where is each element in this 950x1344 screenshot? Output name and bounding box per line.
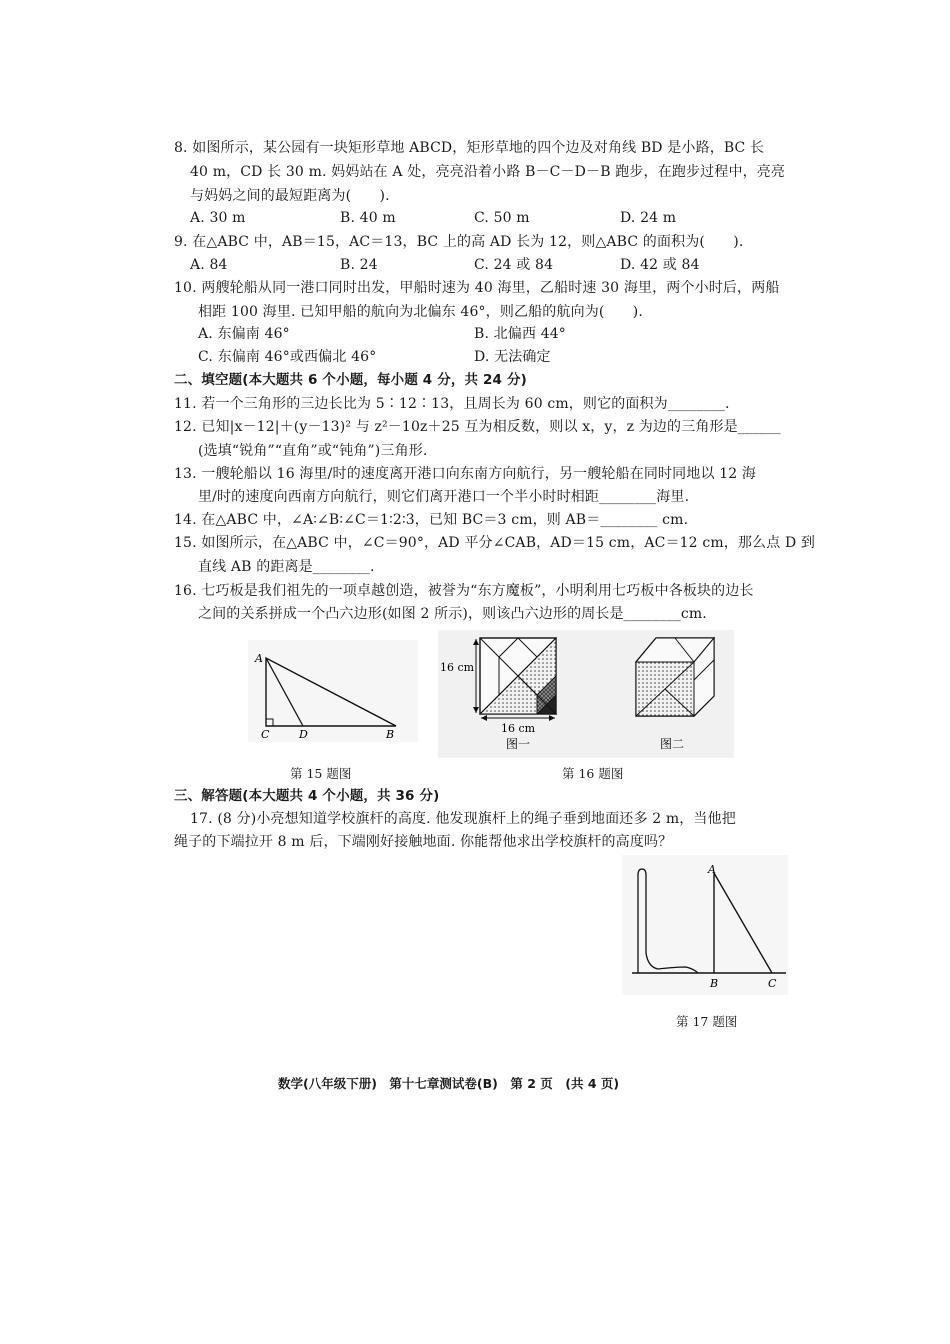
figure-17-caption: 第 17 题图 (676, 1014, 738, 1029)
fig16-label-1: 图一 (506, 737, 531, 751)
tangram-hexagon (636, 638, 714, 716)
q13-line2: 里/时的速度向西南方向航行，则它们离开港口一个半小时时相距________海里. (198, 489, 690, 505)
q9-option-c: C. 24 或 84 (474, 257, 554, 273)
q11-line: 11. 若一个三角形的三边长比为 5∶12∶13，且周长为 60 cm，则它的面积为________. (174, 396, 730, 412)
figure-16 (438, 630, 734, 758)
fig17-label-b: B (710, 977, 719, 990)
q9-option-d: D. 42 或 84 (620, 257, 700, 273)
q9-option-a: A. 84 (190, 257, 228, 273)
fig15-label-c: C (261, 728, 270, 741)
fig17-label-c: C (768, 977, 777, 990)
q10-option-c: C. 东偏南 46°或西偏北 46° (198, 349, 377, 365)
q12-line1: 12. 已知|x－12|＋(y－13)² 与 z²－10z＋25 互为相反数，则以 x，y，z 为边的三角形是______ (174, 419, 781, 435)
q17-line1: 17. (8 分)小亮想知道学校旗杆的高度. 他发现旗杆上的绳子垂到地面还多 2 m，当他把 (190, 811, 736, 827)
tangram-square (480, 638, 556, 714)
q10-line1: 10. 两艘轮船从同一港口同时出发，甲船时速为 40 海里，乙船时速 30 海里，两个小时后，两船 (174, 280, 780, 296)
q10-line2: 相距 100 海里. 已知甲船的航向为北偏东 46°，则乙船的航向为( ). (198, 304, 644, 320)
q8-option-b: B. 40 m (340, 210, 396, 226)
q10-option-d: D. 无法确定 (474, 349, 551, 365)
fig16-dim-horizontal: 16 cm (501, 722, 536, 735)
q8-option-a: A. 30 m (190, 210, 246, 226)
fig16-label-2: 图二 (660, 737, 685, 751)
fig15-label-a: A (255, 652, 263, 665)
q10-option-a: A. 东偏南 46° (198, 326, 290, 342)
q16-line2: 之间的关系拼成一个凸六边形(如图 2 所示)，则该凸六边形的周长是________cm. (198, 606, 707, 622)
page-footer: 数学(八年级下册) 第十七章测试卷(B) 第 2 页 (共 4 页) (278, 1076, 620, 1091)
q9-line1: 9. 在△ABC 中，AB＝15，AC＝13，BC 上的高 AD 长为 12，则△ABC 的面积为( ). (174, 234, 744, 250)
q17-line2: 绳子的下端拉开 8 m 后，下端刚好接触地面. 你能帮他求出学校旗杆的高度吗？ (174, 834, 673, 850)
q14-line: 14. 在△ABC 中，∠A∶∠B∶∠C＝1∶2∶3，已知 BC＝3 cm，则 AB＝________ cm. (174, 512, 689, 528)
q8-line1: 8. 如图所示，某公园有一块矩形草地 ABCD，矩形草地的四个边及对角线 BD 是小路，BC 长 (174, 140, 765, 156)
section-3-heading: 三、解答题(本大题共 4 个小题，共 36 分) (174, 788, 440, 804)
q12-line2: (选填“锐角”“直角”或“钝角”)三角形. (198, 443, 428, 459)
q8-line3: 与妈妈之间的最短距离为( ). (190, 188, 390, 204)
figure-17 (622, 855, 788, 995)
fig15-label-b: B (386, 728, 395, 741)
fig15-label-d: D (299, 728, 308, 741)
q10-option-b: B. 北偏西 44° (474, 326, 566, 342)
q8-option-c: C. 50 m (474, 210, 530, 226)
q8-line2: 40 m，CD 长 30 m. 妈妈站在 A 处，亮亮沿着小路 B－C－D－B 跑步，在跑步过程中，亮亮 (190, 164, 786, 180)
figure-15 (248, 640, 418, 742)
q9-option-b: B. 24 (340, 257, 378, 273)
figure-15-caption: 第 15 题图 (290, 766, 352, 781)
q16-line1: 16. 七巧板是我们祖先的一项卓越创造，被誉为“东方魔板”，小明利用七巧板中各板块的边长 (174, 583, 754, 599)
section-2-heading: 二、填空题(本大题共 6 个小题，每小题 4 分，共 24 分) (174, 372, 527, 388)
q15-line2: 直线 AB 的距离是________. (198, 559, 375, 575)
q8-option-d: D. 24 m (620, 210, 677, 226)
figure-16-caption: 第 16 题图 (562, 766, 624, 781)
fig17-label-a: A (708, 863, 716, 876)
q15-line1: 15. 如图所示，在△ABC 中，∠C＝90°，AD 平分∠CAB，AD＝15 cm，AC＝12 cm，那么点 D 到 (174, 535, 816, 551)
q13-line1: 13. 一艘轮船以 16 海里/时的速度离开港口向东南方向航行，另一艘轮船在同时同地以 12 海 (174, 466, 757, 482)
fig16-dim-vertical: 16 cm (440, 661, 475, 674)
